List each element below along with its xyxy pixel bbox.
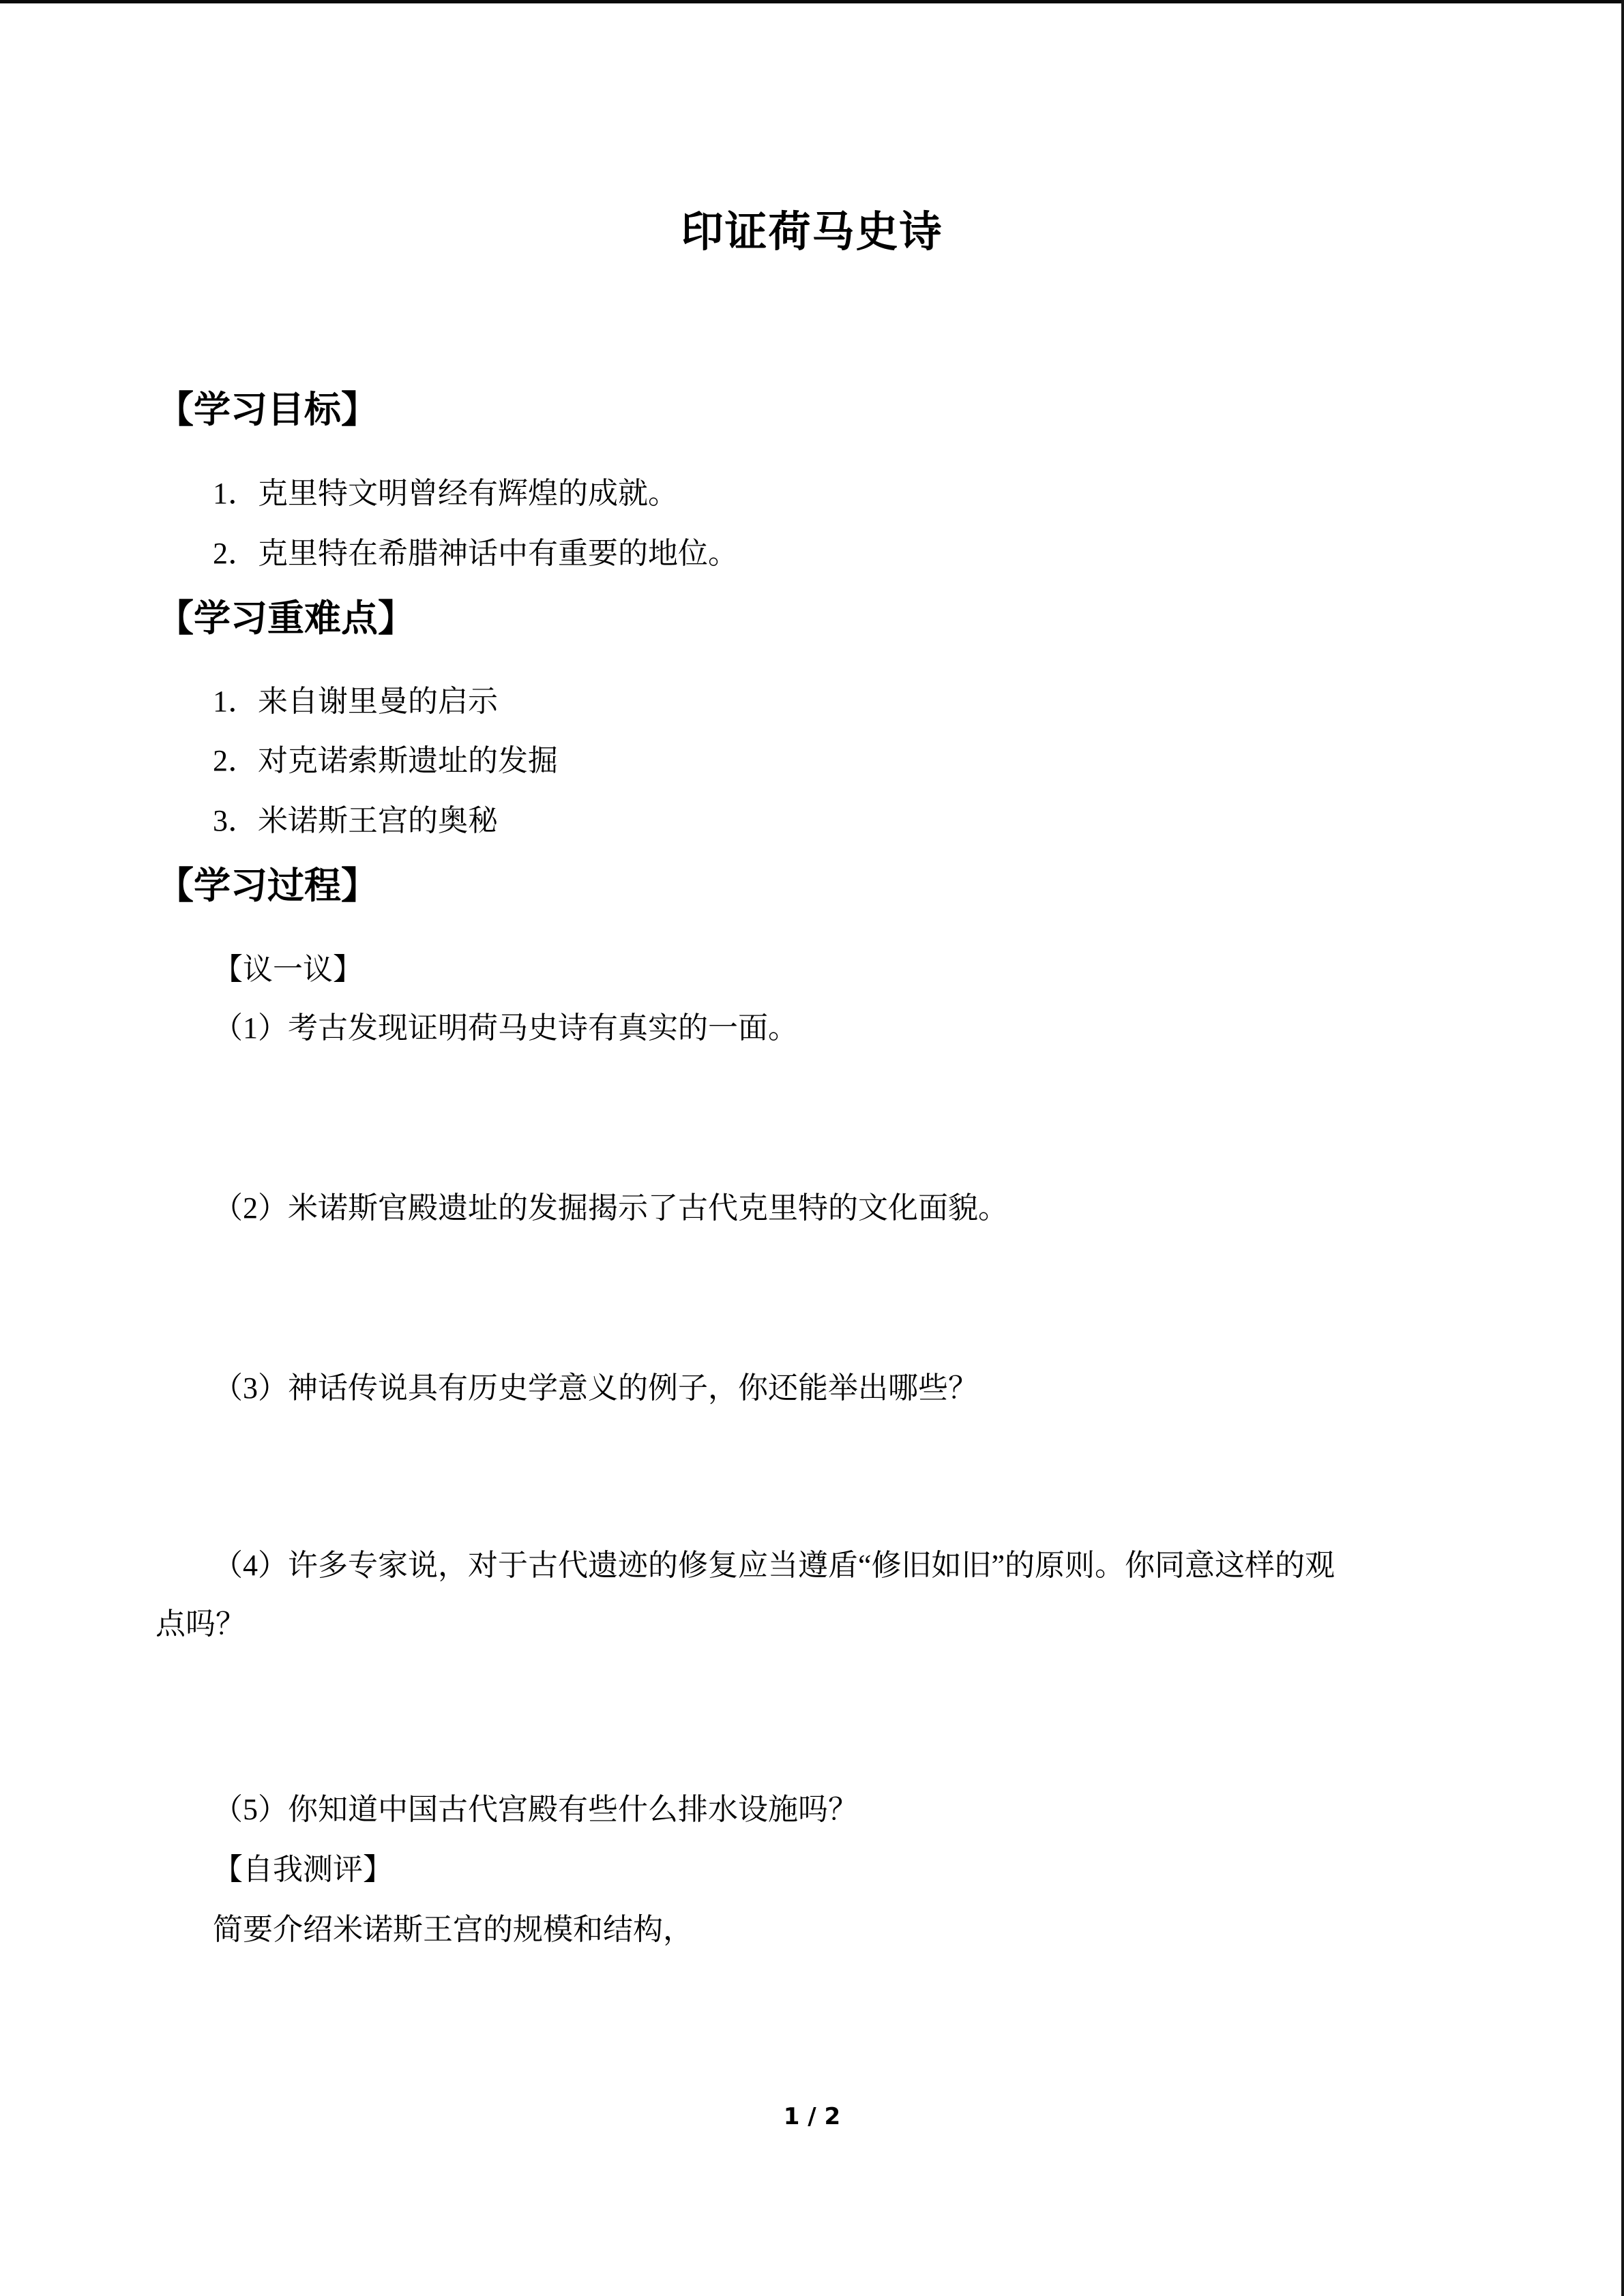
section-heading-objectives: 【学习目标】 <box>157 389 378 430</box>
sub-heading-self-assessment: 【自我测评】 <box>213 1853 393 1886</box>
question-4-line-1: （4）许多专家说，对于古代遗迹的修复应当遵盾“修旧如旧”的原则。你同意这样的观 <box>213 1549 1335 1582</box>
question-2: （2）米诺斯官殿遗址的发掘揭示了古代克里特的文化面貌。 <box>213 1191 1008 1225</box>
question-1: （1）考古发现证明荷马史诗有真实的一面。 <box>213 1011 798 1045</box>
self-assessment-task: 简要介绍米诺斯王宫的规模和结构， <box>213 1913 693 1946</box>
section-heading-key-points: 【学习重难点】 <box>157 598 415 639</box>
question-5: （5）你知道中国古代宫殿有些什么排水设施吗？ <box>213 1793 858 1826</box>
question-3: （3）神话传说具有历史学意义的例子，你还能举出哪些？ <box>213 1371 978 1405</box>
scan-edge-top <box>0 0 1624 3</box>
key-points-item-2: 2．对克诺索斯遗址的发掘 <box>213 744 558 777</box>
section-heading-process: 【学习过程】 <box>157 865 378 906</box>
sub-heading-discussion: 【议一议】 <box>213 953 363 986</box>
objectives-item-1: 1．克里特文明曾经有辉煌的成就。 <box>213 477 678 510</box>
objectives-item-2: 2．克里特在希腊神话中有重要的地位。 <box>213 537 738 570</box>
question-4-line-2: 点吗？ <box>156 1607 246 1641</box>
key-points-item-1: 1．来自谢里曼的启示 <box>213 685 498 718</box>
key-points-item-3: 3．米诺斯王宫的奥秘 <box>213 804 498 837</box>
scan-edge-right <box>1621 0 1624 2296</box>
page-title: 印证荷马史诗 <box>681 209 943 256</box>
page-indicator: 1 / 2 <box>783 2103 841 2130</box>
